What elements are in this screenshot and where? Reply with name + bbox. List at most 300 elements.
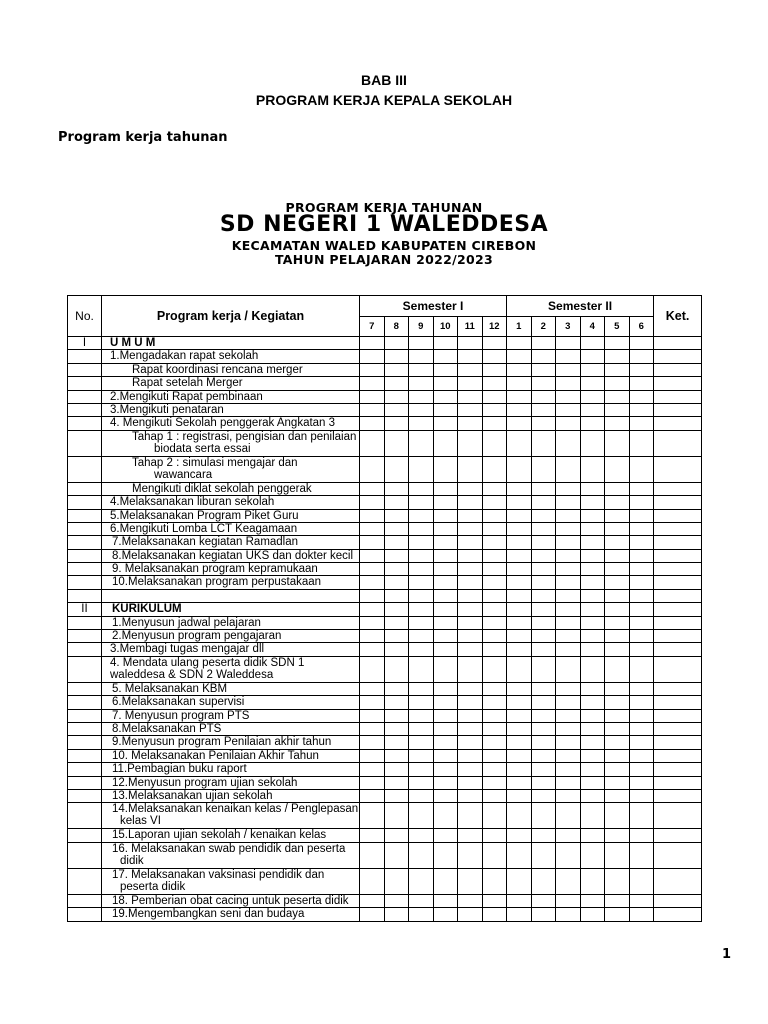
month-cell <box>507 589 532 602</box>
month-cell <box>409 563 434 576</box>
row-number <box>68 403 102 416</box>
ket-cell <box>654 722 702 735</box>
table-row <box>68 589 702 602</box>
month-cell <box>580 736 605 749</box>
month-cell <box>629 842 654 868</box>
month-cell <box>605 390 630 403</box>
month-cell <box>556 749 581 762</box>
activity-cell <box>102 377 360 390</box>
row-number <box>68 456 102 482</box>
ket-cell <box>654 829 702 842</box>
activity-cell <box>102 789 360 802</box>
month-cell <box>629 337 654 350</box>
month-cell <box>556 643 581 656</box>
month-cell <box>409 722 434 735</box>
activity-text: 2.Mengikuti Rapat pembinaan <box>110 390 263 403</box>
activity-text: 3.Membagi tugas mengajar dll <box>110 643 265 656</box>
month-cell <box>482 390 507 403</box>
doc-title-line: PROGRAM KERJA TAHUNAN <box>285 200 483 215</box>
month-cell <box>384 377 409 390</box>
month-cell <box>409 803 434 829</box>
month-cell <box>482 908 507 921</box>
month-cell <box>384 749 409 762</box>
month-cell <box>507 377 532 390</box>
activity-text: 10.Melaksanakan program perpustakaan <box>112 576 322 589</box>
month-cell <box>580 696 605 709</box>
month-cell <box>605 763 630 776</box>
month-cell <box>384 894 409 907</box>
month-cell <box>482 563 507 576</box>
month-cell <box>507 496 532 509</box>
month-cell <box>629 456 654 482</box>
month-cell <box>531 496 556 509</box>
month-cell <box>605 589 630 602</box>
table-row <box>68 722 702 735</box>
month-cell <box>629 363 654 376</box>
ket-cell <box>654 377 702 390</box>
month-cell <box>556 522 581 535</box>
month-cell <box>507 776 532 789</box>
month-cell <box>433 709 458 722</box>
month-cell <box>556 736 581 749</box>
activity-text: 3.Mengikuti penataran <box>110 403 224 416</box>
month-cell <box>360 337 385 350</box>
month-cell <box>531 390 556 403</box>
activity-text: 13.Melaksanakan ujian sekolah <box>112 789 273 802</box>
activity-cell <box>102 722 360 735</box>
month-cell <box>360 589 385 602</box>
month-cell <box>556 829 581 842</box>
month-cell <box>556 696 581 709</box>
month-cell <box>458 749 483 762</box>
month-cell <box>507 576 532 589</box>
month-cell <box>482 656 507 682</box>
month-cell <box>433 390 458 403</box>
month-cell <box>556 589 581 602</box>
activity-cell <box>102 603 360 616</box>
month-cell <box>458 709 483 722</box>
activity-text: 7. Menyusun program PTS <box>112 709 250 722</box>
month-cell <box>507 868 532 894</box>
row-number <box>68 563 102 576</box>
row-number <box>68 616 102 629</box>
row-number <box>68 894 102 907</box>
month-cell <box>605 894 630 907</box>
month-cell <box>384 643 409 656</box>
month-cell <box>409 589 434 602</box>
month-cell <box>580 829 605 842</box>
activity-cell <box>102 350 360 363</box>
row-number <box>68 522 102 535</box>
month-cell <box>360 417 385 430</box>
month-cell <box>360 482 385 495</box>
month-cell <box>409 390 434 403</box>
row-number <box>68 350 102 363</box>
table-row <box>68 536 702 549</box>
month-cell <box>629 430 654 456</box>
month-cell <box>458 736 483 749</box>
month-cell <box>409 829 434 842</box>
month-cell <box>482 482 507 495</box>
month-cell <box>580 363 605 376</box>
month-cell <box>556 763 581 776</box>
month-cell <box>580 482 605 495</box>
activity-text: Rapat setelah Merger <box>132 377 243 390</box>
month-cell <box>556 789 581 802</box>
month-cell <box>580 616 605 629</box>
activity-text: U M U M <box>110 337 156 349</box>
month-cell <box>580 603 605 616</box>
table-row <box>68 682 702 695</box>
month-header: 11 <box>458 317 483 337</box>
ket-cell <box>654 576 702 589</box>
activity-text: KURIKULUM <box>112 603 182 616</box>
month-cell <box>531 656 556 682</box>
activity-text: Tahap 2 : simulasi mengajar dan <box>132 456 298 469</box>
month-cell <box>605 616 630 629</box>
month-cell <box>531 430 556 456</box>
month-header: 4 <box>580 317 605 337</box>
activity-cell <box>102 549 360 562</box>
month-cell <box>409 616 434 629</box>
activity-cell <box>102 749 360 762</box>
month-cell <box>360 430 385 456</box>
month-cell <box>556 549 581 562</box>
month-cell <box>433 829 458 842</box>
table-row <box>68 549 702 562</box>
month-cell <box>482 589 507 602</box>
activity-text: 8.Melaksanakan kegiatan UKS dan dokter kecil <box>112 549 354 562</box>
month-cell <box>629 789 654 802</box>
table-row <box>68 656 702 682</box>
activity-text: 4. Mendata ulang peserta didik SDN 1 <box>110 656 305 669</box>
month-cell <box>384 417 409 430</box>
month-cell <box>482 709 507 722</box>
row-number <box>68 482 102 495</box>
month-cell <box>384 709 409 722</box>
month-cell <box>458 430 483 456</box>
month-cell <box>580 803 605 829</box>
activity-cell <box>102 430 360 456</box>
month-cell <box>580 403 605 416</box>
activity-cell <box>102 337 360 350</box>
month-cell <box>531 630 556 643</box>
month-cell <box>629 616 654 629</box>
month-cell <box>605 350 630 363</box>
activity-cell <box>102 763 360 776</box>
month-cell <box>458 630 483 643</box>
activity-text: 4.Melaksanakan liburan sekolah <box>110 496 275 509</box>
month-cell <box>433 549 458 562</box>
activity-cell <box>102 536 360 549</box>
month-cell <box>629 656 654 682</box>
activity-cell <box>102 829 360 842</box>
month-cell <box>384 842 409 868</box>
table-row <box>68 456 702 482</box>
month-cell <box>433 763 458 776</box>
table-row <box>68 417 702 430</box>
month-cell <box>384 803 409 829</box>
month-cell <box>384 576 409 589</box>
month-cell <box>433 722 458 735</box>
month-cell <box>531 403 556 416</box>
month-cell <box>629 749 654 762</box>
month-cell <box>605 482 630 495</box>
table-row <box>68 630 702 643</box>
month-cell <box>482 643 507 656</box>
month-cell <box>482 722 507 735</box>
month-cell <box>605 789 630 802</box>
ket-cell <box>654 522 702 535</box>
month-cell <box>531 789 556 802</box>
month-cell <box>360 363 385 376</box>
activity-text: 6.Mengikuti Lomba LCT Keagamaan <box>110 522 298 535</box>
ket-cell <box>654 908 702 921</box>
month-cell <box>507 536 532 549</box>
row-number <box>68 656 102 682</box>
month-cell <box>556 709 581 722</box>
month-cell <box>629 390 654 403</box>
ket-cell <box>654 417 702 430</box>
month-cell <box>384 789 409 802</box>
month-cell <box>605 363 630 376</box>
month-cell <box>556 868 581 894</box>
month-cell <box>507 643 532 656</box>
table-row <box>68 403 702 416</box>
activity-cell <box>102 363 360 376</box>
month-cell <box>556 377 581 390</box>
month-cell <box>482 894 507 907</box>
month-cell <box>433 522 458 535</box>
month-cell <box>531 603 556 616</box>
month-cell <box>507 630 532 643</box>
month-cell <box>531 509 556 522</box>
month-cell <box>580 576 605 589</box>
month-cell <box>409 749 434 762</box>
month-cell <box>458 456 483 482</box>
table-row <box>68 390 702 403</box>
month-cell <box>556 616 581 629</box>
month-cell <box>629 522 654 535</box>
month-cell <box>384 363 409 376</box>
month-cell <box>458 722 483 735</box>
month-cell <box>629 894 654 907</box>
month-cell <box>482 842 507 868</box>
col-program-header: Program kerja / Kegiatan <box>102 296 360 337</box>
month-cell <box>507 908 532 921</box>
month-cell <box>433 696 458 709</box>
month-cell <box>629 377 654 390</box>
month-cell <box>580 682 605 695</box>
month-cell <box>580 908 605 921</box>
ket-cell <box>654 656 702 682</box>
month-cell <box>360 456 385 482</box>
month-cell <box>482 803 507 829</box>
month-cell <box>458 337 483 350</box>
month-cell <box>507 350 532 363</box>
month-cell <box>507 749 532 762</box>
activity-text: biodata serta essai <box>154 442 251 455</box>
month-cell <box>384 776 409 789</box>
month-cell <box>458 390 483 403</box>
ket-cell <box>654 696 702 709</box>
ket-cell <box>654 643 702 656</box>
month-cell <box>556 682 581 695</box>
activity-text: 1.Mengadakan rapat sekolah <box>110 350 259 363</box>
table-row <box>68 842 702 868</box>
ket-cell <box>654 589 702 602</box>
month-header: 1 <box>507 317 532 337</box>
month-cell <box>507 563 532 576</box>
month-cell <box>556 509 581 522</box>
month-cell <box>384 390 409 403</box>
month-cell <box>384 736 409 749</box>
month-cell <box>384 829 409 842</box>
semester2-header: Semester II <box>507 296 654 317</box>
month-cell <box>409 868 434 894</box>
month-cell <box>409 430 434 456</box>
row-number <box>68 363 102 376</box>
table-row <box>68 749 702 762</box>
table-row <box>68 563 702 576</box>
month-cell <box>605 722 630 735</box>
month-cell <box>384 350 409 363</box>
month-cell <box>458 868 483 894</box>
month-cell <box>458 789 483 802</box>
month-cell <box>409 894 434 907</box>
table-row <box>68 496 702 509</box>
month-cell <box>556 563 581 576</box>
month-cell <box>433 682 458 695</box>
month-cell <box>458 509 483 522</box>
month-cell <box>384 682 409 695</box>
ket-cell <box>654 603 702 616</box>
month-cell <box>629 482 654 495</box>
month-cell <box>605 430 630 456</box>
month-cell <box>458 696 483 709</box>
month-cell <box>409 789 434 802</box>
month-cell <box>433 417 458 430</box>
activity-cell <box>102 709 360 722</box>
month-cell <box>556 603 581 616</box>
month-cell <box>458 908 483 921</box>
month-cell <box>482 417 507 430</box>
month-cell <box>482 363 507 376</box>
month-cell <box>531 696 556 709</box>
semester1-header: Semester I <box>360 296 507 317</box>
month-cell <box>507 522 532 535</box>
ket-cell <box>654 337 702 350</box>
month-cell <box>605 776 630 789</box>
col-ket-header: Ket. <box>654 296 702 337</box>
month-cell <box>384 549 409 562</box>
month-cell <box>580 563 605 576</box>
month-cell <box>507 456 532 482</box>
month-cell <box>384 496 409 509</box>
activity-cell <box>102 509 360 522</box>
activity-cell <box>102 736 360 749</box>
month-cell <box>384 522 409 535</box>
month-cell <box>605 522 630 535</box>
month-cell <box>433 736 458 749</box>
month-cell <box>629 589 654 602</box>
row-number <box>68 776 102 789</box>
month-cell <box>531 563 556 576</box>
month-cell <box>580 749 605 762</box>
month-cell <box>629 509 654 522</box>
month-cell <box>629 350 654 363</box>
month-cell <box>580 549 605 562</box>
table-row <box>68 763 702 776</box>
table-row <box>68 776 702 789</box>
row-number <box>68 496 102 509</box>
month-cell <box>507 709 532 722</box>
month-cell <box>458 763 483 776</box>
month-cell <box>580 630 605 643</box>
month-cell <box>482 403 507 416</box>
row-number <box>68 908 102 921</box>
month-header: 10 <box>433 317 458 337</box>
table-row <box>68 363 702 376</box>
month-cell <box>531 549 556 562</box>
month-cell <box>531 363 556 376</box>
month-cell <box>629 763 654 776</box>
month-cell <box>507 682 532 695</box>
month-cell <box>531 803 556 829</box>
month-cell <box>605 696 630 709</box>
table-row <box>68 696 702 709</box>
month-cell <box>580 722 605 735</box>
month-cell <box>360 403 385 416</box>
ket-cell <box>654 509 702 522</box>
month-cell <box>433 496 458 509</box>
month-cell <box>580 377 605 390</box>
month-cell <box>580 763 605 776</box>
month-cell <box>409 656 434 682</box>
month-cell <box>531 522 556 535</box>
ket-cell <box>654 390 702 403</box>
activity-text: Tahap 1 : registrasi, pengisian dan penilaian <box>132 430 357 443</box>
chapter-title: PROGRAM KERJA KEPALA SEKOLAH <box>255 92 513 108</box>
activity-cell <box>102 842 360 868</box>
ket-cell <box>654 763 702 776</box>
month-cell <box>507 736 532 749</box>
ket-cell <box>654 868 702 894</box>
ket-cell <box>654 630 702 643</box>
month-cell <box>433 363 458 376</box>
month-cell <box>458 549 483 562</box>
month-cell <box>629 576 654 589</box>
month-cell <box>580 842 605 868</box>
month-cell <box>556 417 581 430</box>
month-cell <box>507 363 532 376</box>
month-cell <box>556 908 581 921</box>
month-cell <box>556 496 581 509</box>
month-cell <box>384 656 409 682</box>
table-row <box>68 829 702 842</box>
month-cell <box>556 722 581 735</box>
activity-text: 4. Mengikuti Sekolah penggerak Angkatan 3 <box>110 417 336 430</box>
month-cell <box>360 722 385 735</box>
month-cell <box>605 417 630 430</box>
month-cell <box>458 417 483 430</box>
month-cell <box>482 776 507 789</box>
table-row <box>68 377 702 390</box>
month-cell <box>580 417 605 430</box>
row-number <box>68 789 102 802</box>
activity-cell <box>102 496 360 509</box>
month-cell <box>629 803 654 829</box>
